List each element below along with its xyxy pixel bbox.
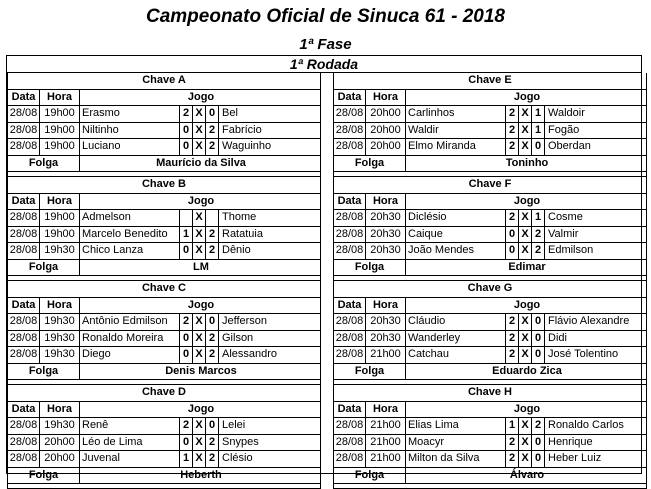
match-row <box>8 123 320 140</box>
score-home: 0 <box>506 243 519 259</box>
match-row <box>8 347 320 364</box>
player-home: Wanderley <box>406 331 506 347</box>
match-row <box>8 243 320 260</box>
header-jogo: Jogo <box>513 194 541 207</box>
player-home: Diego <box>80 347 180 363</box>
match-date: 28/08 <box>334 331 366 347</box>
score-away: 2 <box>206 227 219 243</box>
match-date: 28/08 <box>334 210 366 226</box>
versus-x: X <box>519 106 532 122</box>
chave-title: Chave H <box>334 385 646 402</box>
chave-title: Chave G <box>334 281 646 298</box>
match-time: 19h00 <box>40 106 80 122</box>
score-away: 0 <box>532 331 545 347</box>
score-away: 2 <box>206 435 219 451</box>
match-time: 20h30 <box>366 314 406 330</box>
header-jogo: Jogo <box>187 90 215 103</box>
match-row <box>334 435 646 452</box>
folga-label: Folga <box>334 156 406 172</box>
score-home: 2 <box>506 106 519 122</box>
column-header-row <box>334 194 646 211</box>
player-away: Ratatuia <box>222 227 263 240</box>
player-home: Léo de Lima <box>80 435 180 451</box>
match-row <box>8 139 320 156</box>
header-data: Data <box>334 194 366 210</box>
column-header-row <box>8 402 320 419</box>
header-hora: Hora <box>40 402 80 418</box>
header-data: Data <box>334 90 366 106</box>
player-away: Edmilson <box>548 244 594 256</box>
match-row <box>334 139 646 156</box>
chave-group <box>333 73 647 177</box>
folga-row <box>8 364 320 381</box>
folga-player: Denis Marcos <box>165 364 237 377</box>
score-away: 0 <box>532 314 545 330</box>
player-away: Jefferson <box>222 315 268 327</box>
versus-x: X <box>519 210 532 226</box>
chave-group <box>7 73 321 177</box>
versus-x: X <box>519 418 532 434</box>
versus-x: X <box>519 331 532 347</box>
match-date: 28/08 <box>8 314 40 330</box>
player-away: Henrique <box>548 435 593 448</box>
match-row <box>334 347 646 364</box>
versus-x: X <box>193 123 206 139</box>
folga-player: Maurício da Silva <box>156 156 246 169</box>
chave-group <box>333 177 647 281</box>
player-away: Waldoir <box>548 107 585 119</box>
score-home: 0 <box>180 139 193 155</box>
score-away: 2 <box>532 243 545 259</box>
folga-row <box>334 364 646 381</box>
score-away: 2 <box>206 451 219 467</box>
page-title: Campeonato Oficial de Sinuca 61 - 2018 <box>145 6 505 27</box>
match-row <box>8 106 320 123</box>
player-home: Antônio Edmilson <box>80 314 180 330</box>
player-home: Luciano <box>80 139 180 155</box>
score-away: 2 <box>532 227 545 243</box>
column-header-row <box>334 90 646 107</box>
score-away: 2 <box>206 123 219 139</box>
header-hora: Hora <box>40 298 80 314</box>
column-header-row <box>8 298 320 315</box>
match-row <box>8 435 320 452</box>
match-row <box>8 451 320 468</box>
score-away: 0 <box>532 435 545 451</box>
match-date: 28/08 <box>8 418 40 434</box>
player-home: Waldir <box>406 123 506 139</box>
player-home: Cláudio <box>406 314 506 330</box>
score-away <box>206 210 219 226</box>
match-time: 20h30 <box>366 331 406 347</box>
score-home: 2 <box>506 139 519 155</box>
match-row <box>334 243 646 260</box>
player-away: Fogão <box>548 123 580 136</box>
chave-group <box>7 385 321 489</box>
player-away: Dênio <box>222 244 251 256</box>
header-hora: Hora <box>366 194 406 210</box>
match-row <box>8 418 320 435</box>
match-date: 28/08 <box>8 210 40 226</box>
player-away: Cosme <box>548 211 583 223</box>
player-away: Snypes <box>222 435 259 448</box>
match-date: 28/08 <box>8 243 40 259</box>
folga-row <box>8 468 320 485</box>
match-time: 20h00 <box>366 139 406 155</box>
match-time: 19h30 <box>40 314 80 330</box>
match-time: 21h00 <box>366 418 406 434</box>
match-date: 28/08 <box>8 106 40 122</box>
score-away: 0 <box>206 106 219 122</box>
match-time: 21h00 <box>366 435 406 451</box>
round-title: 1ª Rodada <box>6 55 642 73</box>
header-data: Data <box>8 298 40 314</box>
score-away: 1 <box>532 123 545 139</box>
header-data: Data <box>8 90 40 106</box>
header-hora: Hora <box>366 298 406 314</box>
folga-player: Eduardo Zica <box>492 364 562 377</box>
folga-player: Heberth <box>180 468 222 481</box>
column-header-row <box>8 90 320 107</box>
player-home: Ronaldo Moreira <box>80 331 180 347</box>
header-jogo: Jogo <box>187 402 215 415</box>
folga-player: LM <box>193 260 209 273</box>
match-date: 28/08 <box>334 314 366 330</box>
score-home: 0 <box>506 227 519 243</box>
folga-label: Folga <box>8 468 80 484</box>
match-date: 28/08 <box>334 106 366 122</box>
score-home: 1 <box>180 451 193 467</box>
chave-group <box>7 177 321 281</box>
match-time: 20h30 <box>366 210 406 226</box>
versus-x: X <box>193 331 206 347</box>
match-row <box>334 227 646 244</box>
left-column <box>7 73 321 489</box>
score-away: 0 <box>532 139 545 155</box>
chave-title: Chave F <box>334 177 646 194</box>
header-hora: Hora <box>366 90 406 106</box>
folga-row <box>334 468 646 485</box>
versus-x: X <box>193 139 206 155</box>
folga-label: Folga <box>8 364 80 380</box>
match-row <box>334 331 646 348</box>
match-row <box>8 227 320 244</box>
versus-x: X <box>519 243 532 259</box>
score-home: 2 <box>506 314 519 330</box>
score-away: 0 <box>532 347 545 363</box>
player-away: Lelei <box>222 419 246 431</box>
player-home: Renê <box>80 418 180 434</box>
player-home: Carlinhos <box>406 106 506 122</box>
chave-title: Chave D <box>8 385 320 402</box>
folga-label: Folga <box>334 468 406 484</box>
header-data: Data <box>334 298 366 314</box>
match-row <box>334 106 646 123</box>
chave-group <box>7 281 321 385</box>
match-time: 19h00 <box>40 123 80 139</box>
player-home: Catchau <box>406 347 506 363</box>
player-away: Thome <box>222 211 257 223</box>
match-date: 28/08 <box>334 435 366 451</box>
score-home: 2 <box>180 106 193 122</box>
match-time: 21h00 <box>366 347 406 363</box>
right-column <box>333 73 647 489</box>
chave-group <box>333 281 647 385</box>
score-away: 2 <box>206 139 219 155</box>
player-home: Moacyr <box>406 435 506 451</box>
versus-x: X <box>519 123 532 139</box>
match-time: 20h00 <box>366 123 406 139</box>
score-away: 2 <box>206 243 219 259</box>
score-home <box>180 210 193 226</box>
folga-label: Folga <box>8 260 80 276</box>
score-away: 1 <box>532 106 545 122</box>
score-away: 1 <box>532 210 545 226</box>
group-separator <box>8 484 320 489</box>
versus-x: X <box>519 314 532 330</box>
header-hora: Hora <box>366 402 406 418</box>
match-time: 21h00 <box>366 451 406 467</box>
match-date: 28/08 <box>334 227 366 243</box>
match-date: 28/08 <box>8 227 40 243</box>
score-home: 2 <box>506 451 519 467</box>
player-away: Didi <box>548 331 567 344</box>
column-header-row <box>334 402 646 419</box>
header-jogo: Jogo <box>513 298 541 311</box>
match-time: 20h00 <box>40 435 80 451</box>
player-home: Admelson <box>80 210 180 226</box>
folga-player: Toninho <box>505 156 549 169</box>
player-away: José Tolentino <box>548 348 619 360</box>
match-date: 28/08 <box>8 331 40 347</box>
versus-x: X <box>193 227 206 243</box>
versus-x: X <box>193 451 206 467</box>
match-date: 28/08 <box>334 418 366 434</box>
score-home: 2 <box>180 418 193 434</box>
match-date: 28/08 <box>334 139 366 155</box>
player-home: Marcelo Benedito <box>80 227 180 243</box>
match-row <box>334 210 646 227</box>
column-header-row <box>334 298 646 315</box>
folga-player: Edimar <box>508 260 546 273</box>
match-row <box>334 314 646 331</box>
match-date: 28/08 <box>334 451 366 467</box>
match-time: 20h30 <box>366 243 406 259</box>
player-away: Oberdan <box>548 140 591 152</box>
versus-x: X <box>519 139 532 155</box>
match-date: 28/08 <box>8 139 40 155</box>
versus-x: X <box>519 227 532 243</box>
score-away: 0 <box>206 418 219 434</box>
score-home: 2 <box>180 314 193 330</box>
player-home: Elmo Miranda <box>406 139 506 155</box>
player-home: Erasmo <box>80 106 180 122</box>
header-jogo: Jogo <box>513 402 541 415</box>
match-time: 19h00 <box>40 139 80 155</box>
match-date: 28/08 <box>334 347 366 363</box>
player-away: Ronaldo Carlos <box>548 419 624 431</box>
player-away: Valmir <box>548 227 579 240</box>
player-away: Heber Luiz <box>548 452 602 464</box>
match-time: 20h30 <box>366 227 406 243</box>
score-home: 0 <box>180 347 193 363</box>
versus-x: X <box>193 243 206 259</box>
match-time: 19h30 <box>40 243 80 259</box>
versus-x: X <box>193 435 206 451</box>
score-away: 2 <box>206 347 219 363</box>
versus-x: X <box>193 210 206 226</box>
folga-row <box>334 260 646 277</box>
score-away: 0 <box>532 451 545 467</box>
player-away: Bel <box>222 107 238 119</box>
player-away: Fabrício <box>222 123 262 136</box>
score-away: 2 <box>206 331 219 347</box>
versus-x: X <box>193 106 206 122</box>
score-home: 0 <box>180 123 193 139</box>
score-home: 0 <box>180 243 193 259</box>
column-header-row <box>8 194 320 211</box>
folga-row <box>8 260 320 277</box>
phase-subtitle: 1ª Fase <box>299 36 352 53</box>
versus-x: X <box>519 347 532 363</box>
match-time: 19h30 <box>40 418 80 434</box>
player-home: Niltinho <box>80 123 180 139</box>
header-jogo: Jogo <box>187 298 215 311</box>
chave-title: Chave C <box>8 281 320 298</box>
versus-x: X <box>193 347 206 363</box>
chave-title: Chave A <box>8 73 320 90</box>
score-home: 2 <box>506 435 519 451</box>
player-home: Caique <box>406 227 506 243</box>
score-home: 2 <box>506 347 519 363</box>
player-home: Juvenal <box>80 451 180 467</box>
score-home: 1 <box>180 227 193 243</box>
player-away: Waguinho <box>222 140 272 152</box>
match-date: 28/08 <box>8 347 40 363</box>
match-date: 28/08 <box>334 243 366 259</box>
header-data: Data <box>8 194 40 210</box>
score-away: 0 <box>206 314 219 330</box>
folga-row <box>8 156 320 173</box>
player-away: Gilson <box>222 331 254 344</box>
group-separator <box>334 484 646 489</box>
score-home: 0 <box>180 331 193 347</box>
header-jogo: Jogo <box>513 90 541 103</box>
match-time: 19h30 <box>40 347 80 363</box>
match-row <box>8 331 320 348</box>
header-data: Data <box>8 402 40 418</box>
score-home: 2 <box>506 123 519 139</box>
folga-row <box>334 156 646 173</box>
match-row <box>334 451 646 468</box>
match-time: 19h30 <box>40 331 80 347</box>
player-home: Diclésio <box>406 210 506 226</box>
player-home: João Mendes <box>406 243 506 259</box>
player-away: Clésio <box>222 452 253 464</box>
chave-title: Chave B <box>8 177 320 194</box>
player-home: Elias Lima <box>406 418 506 434</box>
score-home: 2 <box>506 210 519 226</box>
versus-x: X <box>193 314 206 330</box>
folga-label: Folga <box>8 156 80 172</box>
folga-player: Álvaro <box>509 468 545 481</box>
chave-title: Chave E <box>334 73 646 90</box>
match-date: 28/08 <box>8 123 40 139</box>
folga-label: Folga <box>334 364 406 380</box>
match-row <box>334 123 646 140</box>
player-away: Flávio Alexandre <box>548 315 630 327</box>
header-hora: Hora <box>40 194 80 210</box>
player-home: Chico Lanza <box>80 243 180 259</box>
chave-group <box>333 385 647 489</box>
match-row <box>334 418 646 435</box>
match-date: 28/08 <box>334 123 366 139</box>
match-row <box>8 210 320 227</box>
match-time: 20h00 <box>40 451 80 467</box>
folga-label: Folga <box>334 260 406 276</box>
match-time: 19h00 <box>40 227 80 243</box>
match-row <box>8 314 320 331</box>
versus-x: X <box>519 435 532 451</box>
versus-x: X <box>193 418 206 434</box>
versus-x: X <box>519 451 532 467</box>
match-time: 20h00 <box>366 106 406 122</box>
match-date: 28/08 <box>8 435 40 451</box>
score-away: 2 <box>532 418 545 434</box>
header-data: Data <box>334 402 366 418</box>
header-hora: Hora <box>40 90 80 106</box>
player-away: Alessandro <box>222 348 278 360</box>
header-jogo: Jogo <box>187 194 215 207</box>
score-home: 0 <box>180 435 193 451</box>
score-home: 2 <box>506 331 519 347</box>
match-date: 28/08 <box>8 451 40 467</box>
match-time: 19h00 <box>40 210 80 226</box>
player-home: Milton da Silva <box>406 451 506 467</box>
score-home: 1 <box>506 418 519 434</box>
